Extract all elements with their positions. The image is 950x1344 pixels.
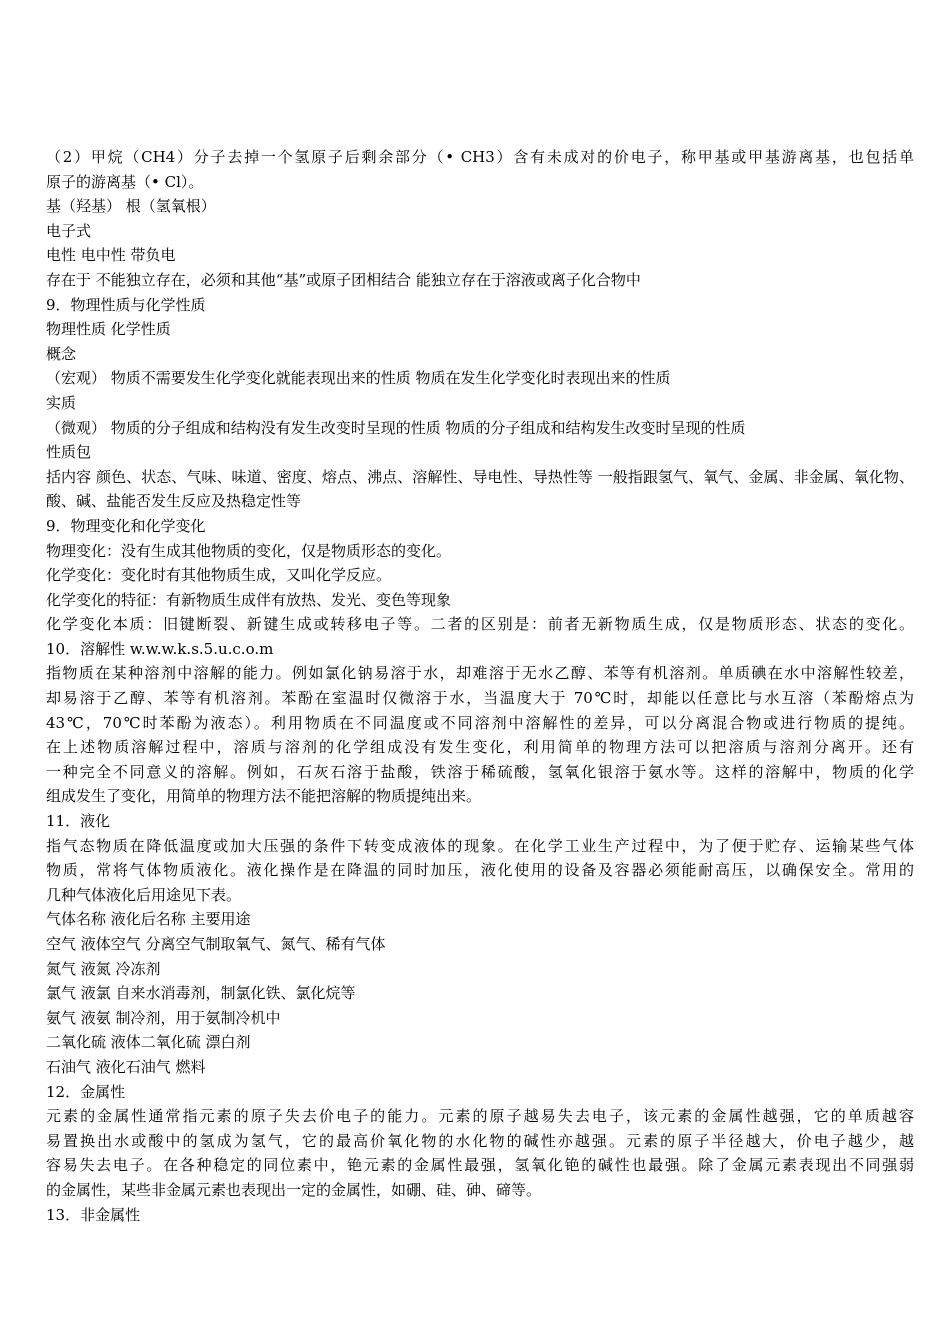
text-line: 指气态物质在降低温度或加大压强的条件下转变成液体的现象。在化学工业生产过程中，为了便于贮存、运输某些气体 [46, 836, 914, 855]
text-line: 括内容 颜色、状态、气味、味道、密度、熔点、沸点、溶解性、导电性、导热性等 一般指跟氢气、氧气、金属、非金属、氧化物、 [46, 467, 914, 486]
text-line: 化学变化的特征：有新物质生成伴有放热、发光、变色等现象 [46, 590, 452, 609]
document-body [46, 145, 914, 1227]
text-line: 9．物理变化和化学变化 [46, 516, 206, 535]
text-line: （微观） 物质的分子组成和结构没有发生改变时呈现的性质 物质的分子组成和结构发生改变时呈现的性质 [46, 418, 746, 437]
text-line: 却易溶于乙醇、苯等有机溶剂。苯酚在室温时仅微溶于水，当温度大于 70℃时，却能以任意比与水互溶（苯酚熔点为 [46, 689, 914, 708]
text-line: 13．非金属性 [46, 1205, 141, 1224]
text-line: 基（羟基） 根（氢氧根） [46, 197, 216, 216]
text-line: 物理性质 化学性质 [46, 320, 171, 339]
text-line: 化学变化本质：旧键断裂、新键生成或转移电子等。二者的区别是：前者无新物质生成，仅是物质形态、状态的变化。 [46, 615, 914, 634]
text-line: 石油气 液化石油气 燃料 [46, 1057, 206, 1076]
text-line: 原子的游离基（• Cl）。 [46, 172, 204, 191]
text-line: （宏观） 物质不需要发生化学变化就能表现出来的性质 物质在发生化学变化时表现出来的性质 [46, 369, 671, 388]
text-line: 易置换出水或酸中的氢成为氢气，它的最高价氧化物的水化物的碱性亦越强。元素的原子半径越大，价电子越少，越 [46, 1131, 914, 1150]
text-line: 12．金属性 [46, 1082, 126, 1101]
text-line: 43℃，70℃时苯酚为液态）。利用物质在不同温度或不同溶剂中溶解性的差异，可以分离混合物或进行物质的提纯。 [46, 713, 914, 732]
text-line: 酸、碱、盐能否发生反应及热稳定性等 [46, 492, 302, 511]
text-line: 11．液化 [46, 812, 111, 831]
text-line: 实质 [46, 393, 77, 412]
text-line: 一种完全不同意义的溶解。例如，石灰石溶于盐酸，铁溶于稀硫酸，氢氧化银溶于氨水等。这样的溶解中，物质的化学 [46, 762, 914, 781]
text-line: 空气 液体空气 分离空气制取氧气、氮气、稀有气体 [46, 935, 386, 953]
text-line: 10．溶解性 w.w.w.k.s.5.u.c.o.m [46, 639, 274, 658]
text-line: （2）甲烷（CH4）分子去掉一个氢原子后剩余部分（• CH3）含有未成对的价电子，称甲基或甲基游离基，也包括单 [46, 148, 914, 166]
text-line: 的金属性，某些非金属元素也表现出一定的金属性，如硼、硅、砷、碲等。 [46, 1180, 542, 1199]
text-line: 指物质在某种溶剂中溶解的能力。例如氯化钠易溶于水，却难溶于无水乙醇、苯等有机溶剂。单质碘在水中溶解性较差， [46, 664, 914, 683]
text-line: 元素的金属性通常指元素的原子失去价电子的能力。元素的原子越易失去电子，该元素的金属性越强，它的单质越容 [46, 1107, 914, 1126]
text-line: 电子式 [46, 221, 92, 240]
text-line: 氨气 液氨 制冷剂，用于氨制冷机中 [46, 1008, 281, 1027]
text-line: 性质包 [46, 443, 92, 462]
text-line: 组成发生了变化，用简单的物理方法不能把溶解的物质提纯出来。 [46, 787, 482, 806]
text-line: 二氧化硫 液体二氧化硫 漂白剂 [46, 1033, 251, 1052]
text-line: 概念 [46, 344, 77, 363]
text-line: 氯气 液氯 自来水消毒剂，制氯化铁、氯化烷等 [46, 984, 356, 1003]
text-line: 化学变化：变化时有其他物质生成，又叫化学反应。 [46, 566, 392, 585]
text-line: 气体名称 液化后名称 主要用途 [46, 910, 251, 929]
text-line: 存在于 不能独立存在，必须和其他“基”或原子团相结合 能独立存在于溶液或离子化合物中 [46, 270, 641, 289]
text-line: 容易失去电子。在各种稳定的同位素中，铯元素的金属性最强，氢氧化铯的碱性也最强。除了金属元素表现出不同强弱 [46, 1156, 914, 1175]
text-line: 氮气 液氮 冷冻剂 [46, 959, 161, 978]
text-line: 几种气体液化后用途见下表。 [46, 885, 242, 904]
text-line: 物理变化：没有生成其他物质的变化，仅是物质形态的变化。 [46, 541, 452, 560]
text-line: 物质，常将气体物质液化。液化操作是在降温的同时加压，液化使用的设备及容器必须能耐高压，以确保安全。常用的 [46, 861, 914, 880]
text-line: 9．物理性质与化学性质 [46, 295, 206, 314]
text-line: 电性 电中性 带负电 [46, 246, 176, 265]
text-line: 在上述物质溶解过程中，溶质与溶剂的化学组成没有发生变化，利用简单的物理方法可以把溶质与溶剂分离开。还有 [46, 738, 914, 757]
